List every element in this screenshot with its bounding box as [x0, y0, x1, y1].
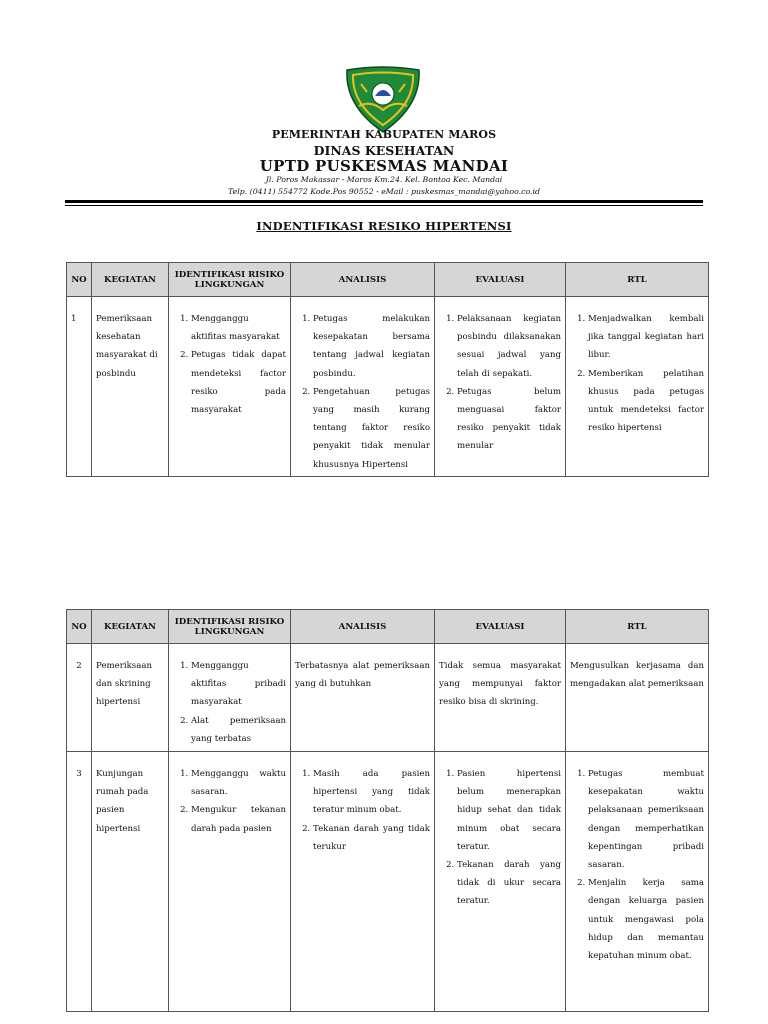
- letterhead-address: Jl. Poros Makassar - Maros Km.24. Kel. Bontoa Kec. Mandai: [265, 175, 503, 184]
- list-item: 2. Petugas tidak dapat mendeteksi factor resiko pada masyarakat: [191, 346, 286, 419]
- table-row: [67, 297, 709, 477]
- letterhead-contact: Telp. (0411) 554772 Kode.Pos 90552 - eMail : puskesmas_mandai@yahoo.co.id: [228, 187, 540, 196]
- letterhead-department: DINAS KESEHATAN: [313, 143, 455, 158]
- list-item: 1. Masih ada pasien hipertensi yang tidak teratur minum obat.: [313, 765, 430, 820]
- header-identifikasi: IDENTIFIKASI RISIKO LINGKUNGAN: [169, 263, 291, 297]
- list-item: 2. Petugas belum menguasai faktor resiko penyakit tidak menular: [457, 383, 561, 456]
- cell-rtl: [566, 297, 709, 477]
- list-item: 1. Mengganggu aktifitas pribadi masyarakat: [191, 657, 286, 712]
- header-rtl: RTL: [566, 263, 709, 297]
- list-item: 2. Menjalin kerja sama dengan keluarga pasien untuk mengawasi pola hidup dan memantau kepatuhan minum obat.: [588, 874, 704, 965]
- letterhead-rule-thin: [65, 205, 703, 206]
- list-item: 2. Mengukur tekanan darah pada pasien: [191, 801, 286, 837]
- header-kegiatan: KEGIATAN: [92, 263, 169, 297]
- list-item: 2. Tekanan darah yang tidak di ukur secara teratur.: [457, 856, 561, 911]
- risk-table-1: [66, 262, 709, 477]
- cell-kegiatan: Pemeriksaan dan skrining hipertensi: [92, 644, 169, 752]
- list-item: 1. Mengganggu aktifitas masyarakat: [191, 310, 286, 346]
- list-item: 1. Pelaksanaan kegiatan posbindu dilaksanakan sesuai jadwal yang telah di sepakati.: [457, 310, 561, 383]
- header-analisis: ANALISIS: [291, 610, 435, 644]
- cell-analisis: [291, 297, 435, 477]
- cell-no: 3: [67, 752, 92, 1012]
- header-rtl: RTL: [566, 610, 709, 644]
- table-header-row: [67, 610, 709, 644]
- cell-evaluasi: [435, 297, 566, 477]
- table-header-row: [67, 263, 709, 297]
- header-no: NO: [67, 263, 92, 297]
- cell-identifikasi: [169, 644, 291, 752]
- cell-no: 1: [67, 297, 92, 477]
- list-item: 1. Menjadwalkan kembali jika tanggal kegiatan hari libur.: [588, 310, 704, 365]
- header-no: NO: [67, 610, 92, 644]
- list-item: 2. Alat pemeriksaan yang terbatas: [191, 712, 286, 748]
- cell-kegiatan: Kunjungan rumah pada pasien hipertensi: [92, 752, 169, 1012]
- risk-table-2: [66, 609, 709, 1012]
- cell-analisis: Terbatasnya alat pemeriksaan yang di butuhkan: [291, 644, 435, 752]
- cell-identifikasi: [169, 752, 291, 1012]
- list-item: 1. Pasien hipertensi belum menerapkan hidup sehat dan tidak minum obat secara teratur.: [457, 765, 561, 856]
- cell-rtl: [566, 752, 709, 1012]
- header-analisis: ANALISIS: [291, 263, 435, 297]
- list-item: 2. Pengetahuan petugas yang masih kurang tentang faktor resiko penyakit tidak menular khususnya Hipertensi: [313, 383, 430, 474]
- cell-analisis: [291, 752, 435, 1012]
- document-title: INDENTIFIKASI RESIKO HIPERTENSI: [256, 219, 512, 233]
- list-item: 1. Petugas membuat kesepakatan waktu pelaksanaan pemeriksaan dengan memperhatikan kepentingan pribadi sasaran.: [588, 765, 704, 874]
- cell-rtl: Mengusulkan kerjasama dan mengadakan alat pemeriksaan: [566, 644, 709, 752]
- cell-no: 2: [67, 644, 92, 752]
- kabupaten-maros-logo: [343, 66, 423, 134]
- letterhead-rule: [65, 200, 703, 203]
- header-evaluasi: EVALUASI: [435, 610, 566, 644]
- header-kegiatan: KEGIATAN: [92, 610, 169, 644]
- list-item: 2. Tekanan darah yang tidak terukur: [313, 820, 430, 856]
- list-item: 1. Mengganggu waktu sasaran.: [191, 765, 286, 801]
- cell-kegiatan: Pemeriksaan kesehatan masyarakat di posbindu: [92, 297, 169, 477]
- header-evaluasi: EVALUASI: [435, 263, 566, 297]
- header-identifikasi: IDENTIFIKASI RISIKO LINGKUNGAN: [169, 610, 291, 644]
- list-item: 1. Petugas melakukan kesepakatan bersama tentang jadwal kegiatan posbindu.: [313, 310, 430, 383]
- cell-identifikasi: [169, 297, 291, 477]
- table-row: [67, 644, 709, 752]
- list-item: 2. Memberikan pelatihan khusus pada petugas untuk mendeteksi factor resiko hipertensi: [588, 365, 704, 438]
- cell-evaluasi: [435, 752, 566, 1012]
- cell-evaluasi: Tidak semua masyarakat yang mempunyai faktor resiko bisa di skrining.: [435, 644, 566, 752]
- letterhead-government: PEMERINTAH KABUPATEN MAROS: [271, 128, 497, 141]
- letterhead-institution: UPTD PUSKESMAS MANDAI: [259, 157, 509, 175]
- table-row: [67, 752, 709, 1012]
